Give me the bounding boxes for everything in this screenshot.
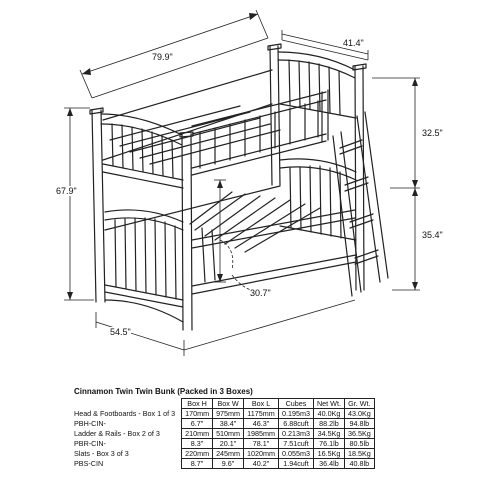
table-cell: 8.7" (182, 459, 213, 469)
table-cell: 36.4lb (313, 459, 344, 469)
table-cell: 40.8lb (344, 459, 374, 469)
lower-side-rail (105, 186, 356, 294)
table-cell: 975mm (213, 409, 244, 419)
table-cell: 43.0Kg (344, 409, 374, 419)
headboard-panel (90, 108, 193, 330)
table-cell: 1020mm (244, 449, 279, 459)
dim-label-depth-top: 41.4" (343, 38, 364, 48)
ladder (333, 112, 388, 296)
column-header: Gr. Wt. (344, 399, 374, 409)
row-label: PBH-CIN- (74, 419, 106, 428)
table-cell: 210mm (182, 429, 213, 439)
table-cell: 0.213m3 (279, 429, 314, 439)
table-cell: 34.5Kg (313, 429, 344, 439)
table-cell: 20.1" (213, 439, 244, 449)
table-row (74, 429, 374, 439)
table-row (74, 419, 374, 429)
dim-line-width (92, 38, 268, 98)
packing-specs-table (74, 398, 375, 469)
row-label: PBR-CIN- (74, 439, 106, 448)
table-cell: 510mm (213, 429, 244, 439)
table-cell: 16.5Kg (313, 449, 344, 459)
table-cell: 245mm (213, 449, 244, 459)
column-header: Box W (213, 399, 244, 409)
table-row (74, 439, 374, 449)
row-label: Ladder & Rails - Box 2 of 3 (74, 429, 160, 438)
table-header-row (74, 399, 374, 409)
row-label: PBS-CIN (74, 459, 104, 468)
table-cell: 38.4" (213, 419, 244, 429)
dim-label-lower-height: 35.4" (422, 230, 443, 240)
table-cell: 9.6" (213, 459, 244, 469)
table-cell: 18.5Kg (344, 449, 374, 459)
table-cell: 170mm (182, 409, 213, 419)
table-row (74, 409, 374, 419)
column-header: Box L (244, 399, 279, 409)
table-cell: 88.2lb (313, 419, 344, 429)
table-cell: 94.8lb (344, 419, 374, 429)
dim-label-upper-height: 32.5" (422, 128, 443, 138)
table-row (74, 449, 374, 459)
dim-label-width: 79.9" (152, 52, 173, 62)
table-cell: 8.3" (182, 439, 213, 449)
table-cell: 6.88cuft (279, 419, 314, 429)
column-header: Box H (182, 399, 213, 409)
row-label: Slats - Box 3 of 3 (74, 449, 129, 458)
table-cell: 1985mm (244, 429, 279, 439)
table-cell: 36.5Kg (344, 429, 374, 439)
table-cell: 1175mm (244, 409, 279, 419)
table-cell: 40.0Kg (313, 409, 344, 419)
dim-label-total-height: 67.9" (56, 186, 77, 196)
dim-label-clearance: 30.7" (250, 288, 271, 298)
column-header: Cubes (279, 399, 314, 409)
table-cell: 80.5lb (344, 439, 374, 449)
footboard-panel (268, 44, 366, 290)
row-label-header (74, 399, 182, 409)
table-title: Cinnamon Twin Twin Bunk (Packed in 3 Boxes) (74, 387, 253, 396)
table-cell: 0.055m3 (279, 449, 314, 459)
column-header: Net Wt. (313, 399, 344, 409)
table-cell: 78.1" (244, 439, 279, 449)
table-cell: 6.7" (182, 419, 213, 429)
table-cell: 0.195m3 (279, 409, 314, 419)
table-cell: 220mm (182, 449, 213, 459)
dim-label-depth-bottom: 54.5" (110, 327, 131, 337)
table-cell: 1.94cuft (279, 459, 314, 469)
row-label: Head & Footboards - Box 1 of 3 (74, 409, 176, 418)
table-row (74, 459, 374, 469)
table-cell: 7.51cuft (279, 439, 314, 449)
table-cell: 76.1lb (313, 439, 344, 449)
table-cell: 40.2" (244, 459, 279, 469)
table-cell: 46.3" (244, 419, 279, 429)
